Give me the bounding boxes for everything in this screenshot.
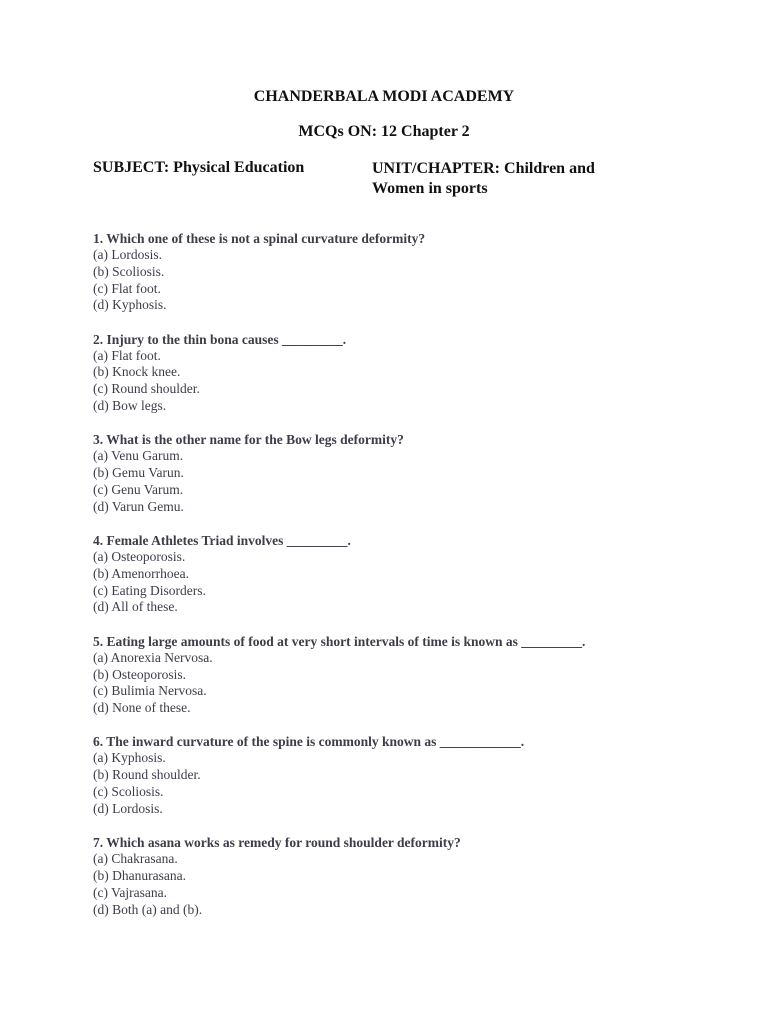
option-d: (d) Bow legs. <box>93 398 167 414</box>
option-c: (c) Eating Disorders. <box>93 582 206 598</box>
option-d: (d) Varun Gemu. <box>93 498 184 514</box>
option-a: (a) Chakrasana. <box>93 851 178 867</box>
question-1 <box>93 230 733 314</box>
option-b: (b) Scoliosis. <box>93 263 165 279</box>
question-text: 1. Which one of these is not a spinal curvature deformity? <box>93 231 426 246</box>
option-b: (b) Round shoulder. <box>93 767 201 783</box>
question-text: 2. Injury to the thin bona causes _________. <box>93 331 347 347</box>
option-a: (a) Lordosis. <box>93 247 162 262</box>
option-c: (c) Scoliosis. <box>93 784 164 800</box>
option-d: (d) None of these. <box>93 700 191 716</box>
question-text: 4. Female Athletes Triad involves _________. <box>93 533 351 549</box>
subject-label: SUBJECT: Physical Education <box>93 159 305 176</box>
option-c: (c) Genu Varum. <box>93 481 184 497</box>
question-3 <box>93 431 733 515</box>
option-b: (b) Knock knee. <box>93 364 181 380</box>
question-text: 3. What is the other name for the Bow legs deformity? <box>93 432 404 448</box>
question-6 <box>93 733 733 817</box>
option-a: (a) Venu Garum. <box>93 448 184 464</box>
mcq-title: MCQs ON: 12 Chapter 2 <box>298 123 470 140</box>
option-b: (b) Dhanurasana. <box>93 867 186 883</box>
option-c: (c) Bulimia Nervosa. <box>93 683 207 699</box>
option-a: (a) Anorexia Nervosa. <box>93 649 213 665</box>
option-b: (b) Osteoporosis. <box>93 666 186 682</box>
question-text: 6. The inward curvature of the spine is commonly known as ____________. <box>93 734 525 750</box>
unit-chapter-label: UNIT/CHAPTER: Children and Women in sports <box>372 160 595 197</box>
option-c: (c) Flat foot. <box>93 280 161 296</box>
option-a: (a) Osteoporosis. <box>93 549 186 565</box>
option-c: (c) Round shoulder. <box>93 381 200 397</box>
question-7 <box>93 834 733 918</box>
question-4 <box>93 532 733 616</box>
question-2 <box>93 331 733 415</box>
option-c: (c) Vajrasana. <box>93 884 167 900</box>
question-text: 5. Eating large amounts of food at very short intervals of time is known as _________. <box>93 633 586 649</box>
option-d: (d) All of these. <box>93 599 178 615</box>
option-b: (b) Gemu Varun. <box>93 465 184 481</box>
question-text: 7. Which asana works as remedy for round shoulder deformity? <box>93 835 461 851</box>
question-5 <box>93 633 733 717</box>
school-name: CHANDERBALA MODI ACADEMY <box>253 88 515 105</box>
option-d: (d) Lordosis. <box>93 800 163 816</box>
option-a: (a) Kyphosis. <box>93 750 166 766</box>
option-a: (a) Flat foot. <box>93 347 161 363</box>
option-b: (b) Amenorrhoea. <box>93 565 189 581</box>
option-d: (d) Both (a) and (b). <box>93 901 203 917</box>
question-list <box>93 230 733 935</box>
option-d: (d) Kyphosis. <box>93 297 167 313</box>
